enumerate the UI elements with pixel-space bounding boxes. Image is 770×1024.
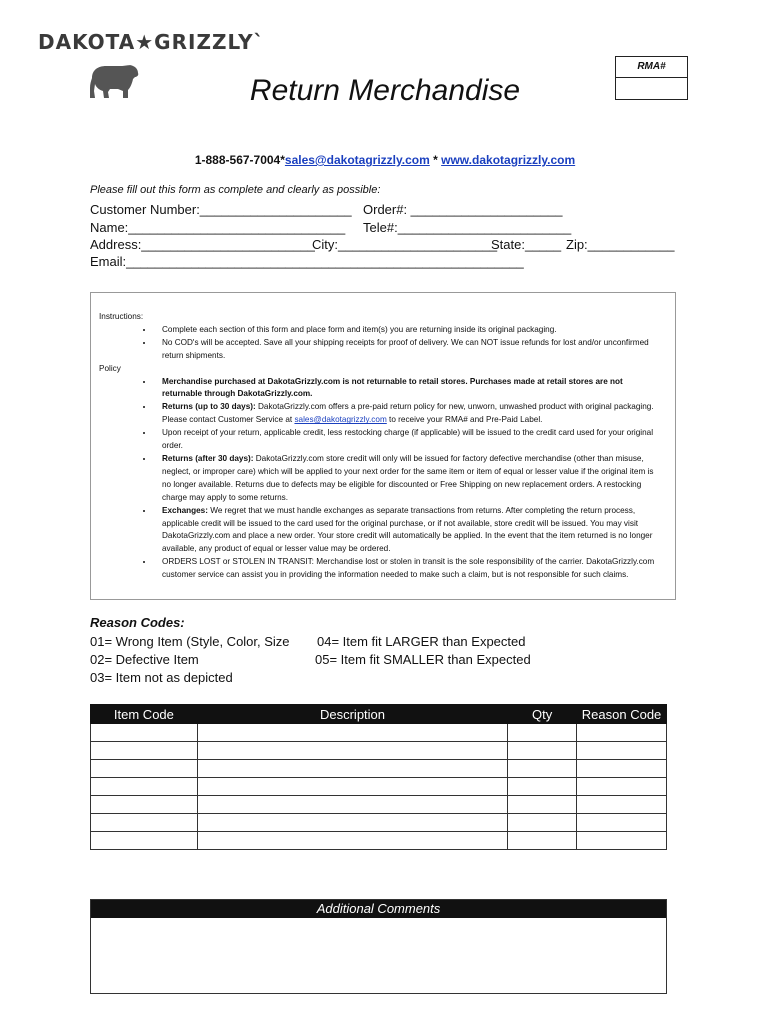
policy-item: • ORDERS LOST or STOLEN IN TRANSIT: Merchandise lost or stolen in transit is the sole responsibility of the carrier. DakotaGrizzly.com customer service can assist you in providing the information needed to make such a claim, but is not responsible for such claims. bbox=[154, 556, 659, 582]
policy-text: Merchandise purchased at DakotaGrizzly.com is not returnable to retail stores. Purchases made at retail stores are not returnable through DakotaGrizzly.com. bbox=[162, 376, 623, 399]
policy-email-link[interactable]: sales@dakotagrizzly.com bbox=[294, 415, 387, 425]
reason-code-cell[interactable] bbox=[577, 814, 667, 832]
tele-field[interactable]: Tele#:________________________ bbox=[363, 220, 572, 235]
policy-heading: Policy bbox=[99, 363, 121, 373]
description-cell[interactable] bbox=[197, 832, 507, 850]
header-reason-code: Reason Code bbox=[577, 705, 667, 724]
instructions-heading: Instructions: bbox=[99, 312, 144, 321]
qty-cell[interactable] bbox=[508, 814, 577, 832]
table-row bbox=[91, 796, 667, 814]
contact-phone: 1-888-567-7004* bbox=[194, 153, 285, 167]
description-cell[interactable] bbox=[197, 760, 507, 778]
policy-text: We regret that we must handle exchanges as separate transactions from returns. After completing the return process, applicable credit will be issued to the card used for the original purchase, or if not available, store credit will be issued. You may visit DakotaGrizzly.com and place a new order. Your store credit will automatically be applied. In the event that the item returned is no longer available, any product of equal or lesser value may be ordered. bbox=[162, 505, 653, 554]
qty-cell[interactable] bbox=[508, 778, 577, 796]
contact-line bbox=[0, 153, 770, 167]
table-row bbox=[91, 760, 667, 778]
customer-number-field[interactable]: Customer Number:_____________________ bbox=[90, 202, 352, 217]
reason-code-cell[interactable] bbox=[577, 832, 667, 850]
name-field[interactable]: Name:______________________________ bbox=[90, 220, 346, 235]
qty-cell[interactable] bbox=[508, 742, 577, 760]
policy-item bbox=[154, 453, 659, 505]
table-header-row bbox=[91, 705, 667, 724]
description-cell[interactable] bbox=[197, 814, 507, 832]
policy-bold: Returns (after 30 days): bbox=[162, 453, 254, 463]
description-cell[interactable] bbox=[197, 778, 507, 796]
item-code-cell[interactable] bbox=[91, 760, 198, 778]
policy-item: • Upon receipt of your return, applicable credit, less restocking charge (if applicable) will be issued to the credit card used for your original order. bbox=[154, 427, 659, 453]
form-prompt: Please fill out this form as complete and clearly as possible: bbox=[90, 184, 381, 196]
additional-comments-title: Additional Comments bbox=[91, 900, 666, 918]
instruction-item: • Complete each section of this form and place form and item(s) you are returning inside its original packaging. bbox=[154, 324, 659, 337]
additional-comments-field[interactable] bbox=[91, 918, 666, 993]
table-row bbox=[91, 832, 667, 850]
contact-website-link[interactable]: www.dakotagrizzly.com bbox=[441, 153, 576, 167]
reason-code-cell[interactable] bbox=[577, 742, 667, 760]
item-code-cell[interactable] bbox=[91, 796, 198, 814]
qty-cell[interactable] bbox=[508, 724, 577, 742]
policy-item bbox=[154, 505, 659, 557]
additional-comments-box bbox=[90, 899, 667, 994]
instruction-item: • No COD's will be accepted. Save all your shipping receipts for proof of delivery. We can NOT issue refunds for lost and/or unconfirmed return shipments. bbox=[154, 337, 659, 363]
reason-codes-title: Reason Codes: bbox=[90, 615, 185, 630]
item-code-cell[interactable] bbox=[91, 742, 198, 760]
policy-item bbox=[154, 401, 659, 427]
rma-box bbox=[615, 56, 688, 100]
qty-cell[interactable] bbox=[508, 832, 577, 850]
table-row bbox=[91, 778, 667, 796]
zip-field[interactable]: Zip:____________ bbox=[566, 237, 675, 252]
reason-code-03: 03= Item not as depicted bbox=[90, 670, 233, 685]
reason-code-cell[interactable] bbox=[577, 796, 667, 814]
description-cell[interactable] bbox=[197, 724, 507, 742]
policy-text: DakotaGrizzly.com store credit will only will be issued for factory defective merchandise (other than misuse, neglect, or improper care) which will be applied to your next order for the same item or item of equal or lesser value if the original item is no longer available. Returns due to defects may be eligible for discounted or Free Shipping on new replacement orders. A restocking charge may apply to some returns. bbox=[162, 453, 654, 502]
policy-item bbox=[154, 376, 659, 402]
item-code-cell[interactable] bbox=[91, 724, 198, 742]
reason-code-02: 02= Defective Item bbox=[90, 652, 199, 667]
order-field[interactable]: Order#: _____________________ bbox=[363, 202, 563, 217]
header-qty: Qty bbox=[508, 705, 577, 724]
qty-cell[interactable] bbox=[508, 760, 577, 778]
table-row bbox=[91, 742, 667, 760]
header-item-code: Item Code bbox=[91, 705, 198, 724]
instructions-content bbox=[99, 311, 659, 582]
page-title: Return Merchandise bbox=[249, 74, 521, 107]
email-field[interactable]: Email:_______________________________________________________ bbox=[90, 254, 524, 269]
reason-code-cell[interactable] bbox=[577, 778, 667, 796]
policy-bold: Returns (up to 30 days): bbox=[162, 402, 256, 412]
item-code-cell[interactable] bbox=[91, 778, 198, 796]
city-field[interactable]: City:______________________ bbox=[312, 237, 498, 252]
contact-separator: * bbox=[429, 153, 442, 167]
table-row bbox=[91, 814, 667, 832]
brand-logo: DAKOTA★GRIZZLYˋ bbox=[38, 30, 265, 54]
reason-code-01: 01= Wrong Item (Style, Color, Size bbox=[90, 634, 290, 649]
rma-label: RMA# bbox=[616, 57, 687, 78]
description-cell[interactable] bbox=[197, 796, 507, 814]
address-field[interactable]: Address:________________________ bbox=[90, 237, 315, 252]
policy-list bbox=[99, 376, 659, 583]
description-cell[interactable] bbox=[197, 742, 507, 760]
item-code-cell[interactable] bbox=[91, 814, 198, 832]
policy-text: to receive your RMA# and Pre-Paid Label. bbox=[386, 415, 543, 425]
items-table bbox=[90, 704, 667, 850]
contact-email-link[interactable]: sales@dakotagrizzly.com bbox=[284, 153, 430, 167]
policy-text: DakotaGrizzly.com offers a pre-paid return policy for new, unworn, unwashed product with original packaging. Please contact Customer Service at bbox=[162, 402, 654, 425]
rma-field[interactable] bbox=[616, 78, 687, 99]
instructions-list bbox=[99, 324, 659, 363]
qty-cell[interactable] bbox=[508, 796, 577, 814]
reason-code-cell[interactable] bbox=[577, 760, 667, 778]
table-row bbox=[91, 724, 667, 742]
state-field[interactable]: State:_____ bbox=[491, 237, 562, 252]
reason-code-04: 04= Item fit LARGER than Expected bbox=[317, 634, 526, 649]
policy-bold: Exchanges: bbox=[162, 505, 208, 515]
instructions-box bbox=[90, 292, 676, 600]
header-description: Description bbox=[197, 705, 507, 724]
reason-code-cell[interactable] bbox=[577, 724, 667, 742]
reason-code-05: 05= Item fit SMALLER than Expected bbox=[315, 652, 531, 667]
item-code-cell[interactable] bbox=[91, 832, 198, 850]
